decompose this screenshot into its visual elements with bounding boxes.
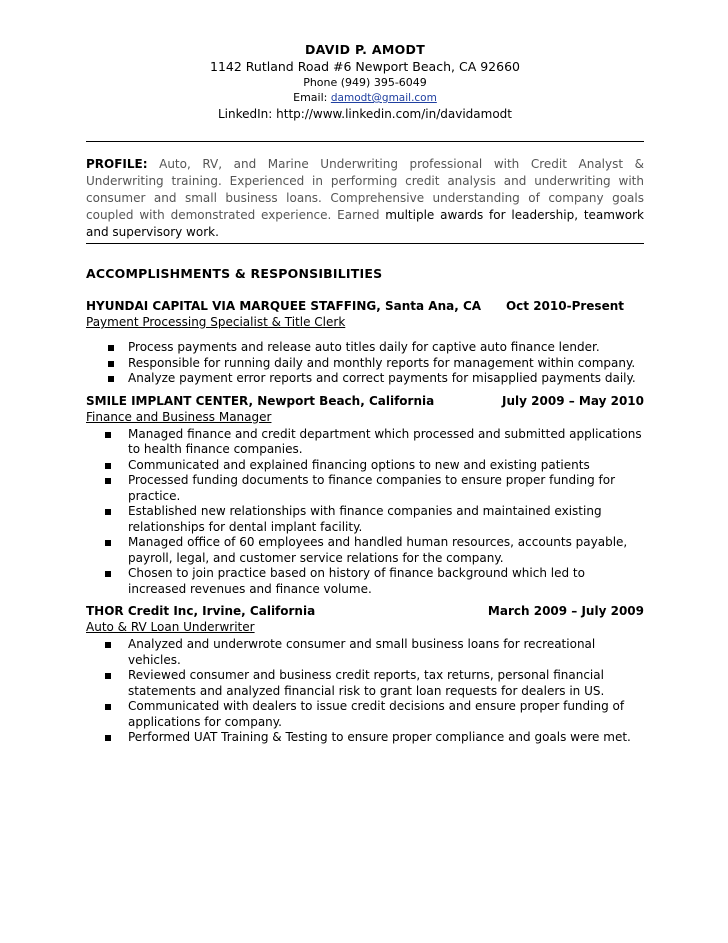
job-entry: [86, 298, 644, 387]
job-entry: [86, 393, 644, 598]
bullet-icon: [105, 509, 111, 515]
bullet-icon: [105, 642, 111, 648]
email-label: Email:: [293, 91, 331, 104]
job-dates: March 2009 – July 2009: [487, 604, 644, 618]
job-title: Finance and Business Manager: [86, 409, 272, 424]
bullet-icon: [105, 540, 111, 546]
job-dates: July 2009 – May 2010: [502, 393, 644, 408]
bullet-icon: [105, 673, 111, 679]
profile-paragraph: [86, 156, 644, 241]
duty-item: Analyzed and underwrote consumer and small business loans for recreational vehicles.: [86, 637, 644, 668]
job-heading: [86, 298, 644, 314]
duty-list: [86, 340, 644, 387]
profile-text: Auto, RV, and Marine Underwriting professional with Credit Analyst & Underwriting training. Experienced in performing credit analysis and underwriting with consumer and small business loans. Comprehensive understanding of company goals coupled with demonstrated experience. Earned: [86, 157, 644, 222]
resume-header: [86, 42, 644, 123]
bullet-icon: [105, 571, 111, 577]
bullet-icon: [105, 463, 111, 469]
candidate-name: DAVID P. AMODT: [304, 42, 426, 57]
duty-item: Managed office of 60 employees and handled human resources, accounts payable, payroll, legal, and customer service relations for the company.: [86, 535, 644, 566]
bullet-icon: [108, 361, 114, 367]
duty-item: Communicated with dealers to issue credit decisions and ensure proper funding of applications for company.: [86, 699, 644, 730]
job-company: THOR Credit Inc, Irvine, California: [86, 604, 316, 618]
bullet-icon: [105, 735, 111, 741]
job-title: Auto & RV Loan Underwriter: [86, 620, 255, 634]
bullet-icon: [105, 704, 111, 710]
bullet-icon: [108, 345, 114, 351]
job-heading: [86, 603, 644, 619]
job-entry: [86, 603, 644, 746]
duty-item: Responsible for running daily and monthly reports for management within company.: [86, 356, 644, 372]
job-dates: Oct 2010-Present: [505, 299, 624, 313]
duty-item: Communicated and explained financing options to new and existing patients: [86, 458, 644, 474]
email-line: [86, 90, 644, 106]
profile-emphasis: multiple awards for leadership, teamwork and supervisory work.: [86, 208, 645, 239]
linkedin-line: LinkedIn: http://www.linkedin.com/in/davidamodt: [218, 107, 512, 121]
duty-item: Processed funding documents to finance companies to ensure proper funding for practice.: [86, 473, 644, 504]
duty-item: Managed finance and credit department which processed and submitted applications to health finance companies.: [86, 427, 644, 458]
header-divider: [86, 141, 644, 142]
job-company: HYUNDAI CAPITAL VIA MARQUEE STAFFING, Santa Ana, CA: [86, 299, 482, 313]
bullet-icon: [105, 478, 111, 484]
profile-label: PROFILE:: [86, 157, 148, 171]
duty-item: Process payments and release auto titles daily for captive auto finance lender.: [86, 340, 644, 356]
duty-item: Reviewed consumer and business credit reports, tax returns, personal financial statements and analyzed financial risk to grant loan requests for dealers in US.: [86, 668, 644, 699]
resume-page: [86, 42, 644, 746]
email-link[interactable]: damodt@gmail.com: [330, 92, 437, 104]
duty-item: Performed UAT Training & Testing to ensure proper compliance and goals were met.: [86, 730, 644, 746]
job-title: Payment Processing Specialist & Title Clerk: [86, 315, 346, 329]
duty-item: Analyze payment error reports and correct payments for misapplied payments daily.: [86, 371, 644, 387]
job-company: SMILE IMPLANT CENTER, Newport Beach, California: [86, 393, 435, 408]
job-heading: [86, 393, 644, 409]
bullet-icon: [105, 432, 111, 438]
duty-item: Established new relationships with finance companies and maintained existing relationships for dental implant facility.: [86, 504, 644, 535]
phone-line: Phone (949) 395-6049: [303, 76, 427, 89]
duty-list: [86, 637, 644, 746]
duty-item: Chosen to join practice based on history of finance background which led to increased revenues and finance volume.: [86, 566, 644, 597]
address-line: 1142 Rutland Road #6 Newport Beach, CA 92660: [210, 59, 520, 74]
section-title: ACCOMPLISHMENTS & RESPONSIBILITIES: [86, 266, 383, 281]
bullet-icon: [108, 376, 114, 382]
duty-list: [86, 427, 644, 598]
profile-divider: [86, 243, 644, 244]
